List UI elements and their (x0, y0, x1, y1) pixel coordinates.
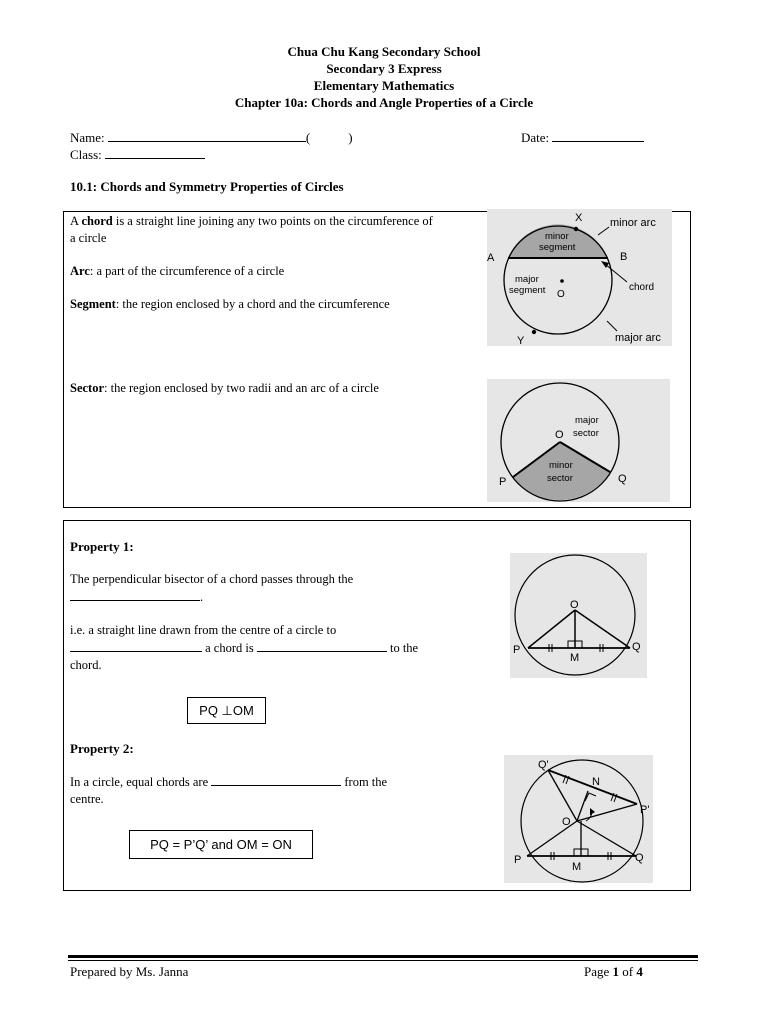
property2-statement (70, 773, 460, 808)
paren-close: ) (348, 130, 353, 145)
footer-author: Prepared by Ms. Janna (70, 964, 189, 979)
major-arc-label: major arc (615, 332, 661, 344)
label-q: Q (618, 473, 627, 485)
label-o: O (555, 429, 564, 441)
arc-definition (70, 263, 440, 280)
property1-text: The perpendicular bisector of a chord passes through the (70, 572, 354, 586)
label-p-prime: P' (640, 804, 650, 816)
label-m: M (572, 861, 582, 873)
course-level: Secondary 3 Express (326, 61, 442, 76)
chord-article: A (70, 214, 82, 228)
section-title: 10.1: Chords and Symmetry Properties of Circles (70, 179, 344, 194)
page-word: Page (584, 964, 613, 979)
label-q: Q (635, 852, 644, 864)
segment-definition (70, 296, 400, 313)
major-segment-label-2: segment (509, 285, 546, 296)
label-x: X (575, 212, 583, 224)
property2-blank[interactable] (211, 773, 341, 786)
page-number (584, 964, 643, 980)
property1-explanation-tail: chord. (70, 658, 102, 672)
property1-blank-2[interactable] (70, 639, 202, 652)
property1-blank[interactable] (70, 588, 200, 601)
chord-text: is a straight line joining any two points on the circumference of a circle (70, 214, 433, 245)
label-y: Y (517, 335, 525, 346)
property2-title: Property 2: (70, 741, 134, 756)
property1-title: Property 1: (70, 539, 134, 554)
footer-rule-thin (68, 960, 698, 961)
chapter-title: Chapter 10a: Chords and Angle Properties of a Circle (234, 95, 534, 110)
sector-term: Sector (70, 381, 105, 395)
minor-sector-label-2: sector (547, 473, 573, 484)
school-name: Chua Chu Kang Secondary School (287, 44, 481, 59)
label-o: O (562, 816, 571, 828)
label-p: P (499, 476, 507, 488)
point-y (532, 330, 536, 334)
property2-text: In a circle, equal chords are (70, 775, 212, 789)
chord-definition (70, 213, 440, 247)
footer-rule-thick (68, 955, 698, 958)
date-label: Date: (521, 130, 550, 145)
label-o: O (570, 599, 579, 611)
label-q-prime: Q' (538, 759, 549, 771)
equal-chords-figure (504, 755, 653, 883)
minor-segment-label-1: minor (545, 231, 569, 242)
major-segment-label-1: major (515, 274, 539, 285)
class-label: Class: (70, 147, 102, 162)
sector-figure (487, 379, 670, 502)
segment-text: : the region enclosed by a chord and the circumference (115, 297, 390, 311)
name-label: Name: (70, 130, 105, 145)
property1-blank-3[interactable] (257, 639, 387, 652)
class-blank[interactable] (105, 146, 205, 159)
date-blank[interactable] (552, 129, 644, 142)
class-field (70, 146, 205, 163)
label-q: Q (632, 641, 641, 653)
segment-term: Segment (70, 297, 116, 311)
property2-text-tail: centre. (70, 792, 104, 806)
perpendicular-bisector-figure (510, 553, 647, 678)
major-sector-label-1: major (575, 415, 599, 426)
name-blank[interactable] (108, 129, 306, 142)
date-field (521, 129, 644, 146)
arc-text: : a part of the circumference of a circle (89, 264, 285, 278)
major-sector-label-2: sector (573, 428, 599, 439)
chord-label: chord (629, 282, 655, 293)
centre-point (560, 279, 564, 283)
paren-open: ( (305, 130, 311, 145)
property2-text-end: from the (341, 775, 388, 789)
label-p: P (514, 854, 522, 866)
property1-statement: The perpendicular bisector of a chord passes through the . (70, 572, 354, 604)
property1-explanation (70, 622, 460, 674)
label-b: B (620, 251, 628, 263)
minor-sector-label-1: minor (549, 460, 573, 471)
property1-explanation-text: i.e. a straight line drawn from the centre of a circle to (70, 623, 337, 637)
label-o: O (557, 289, 565, 300)
name-field (70, 129, 353, 146)
property2-formula: PQ = P’Q’ and OM = ON (129, 830, 313, 859)
minor-arc-label: minor arc (610, 217, 656, 229)
page-current: 1 (612, 964, 620, 979)
arc-term: Arc (70, 264, 90, 278)
property1-explanation-mid: a chord is (202, 641, 257, 655)
label-a: A (487, 252, 495, 264)
sector-definition (70, 380, 470, 397)
sector-text: : the region enclosed by two radii and an arc of a circle (104, 381, 379, 395)
property1-explanation-end: to the (386, 641, 419, 655)
page-total: 4 (636, 964, 643, 979)
chord-term: chord (81, 214, 113, 228)
label-p: P (513, 644, 521, 656)
chord-arc-segment-figure (487, 209, 672, 346)
point-x (574, 227, 578, 231)
label-m: M (570, 652, 580, 664)
property1-formula: PQ ⊥OM (187, 697, 266, 724)
subject-title: Elementary Mathematics (313, 78, 455, 93)
label-n: N (592, 776, 600, 788)
minor-segment-label-2: segment (539, 242, 576, 253)
page-of: of (619, 964, 637, 979)
